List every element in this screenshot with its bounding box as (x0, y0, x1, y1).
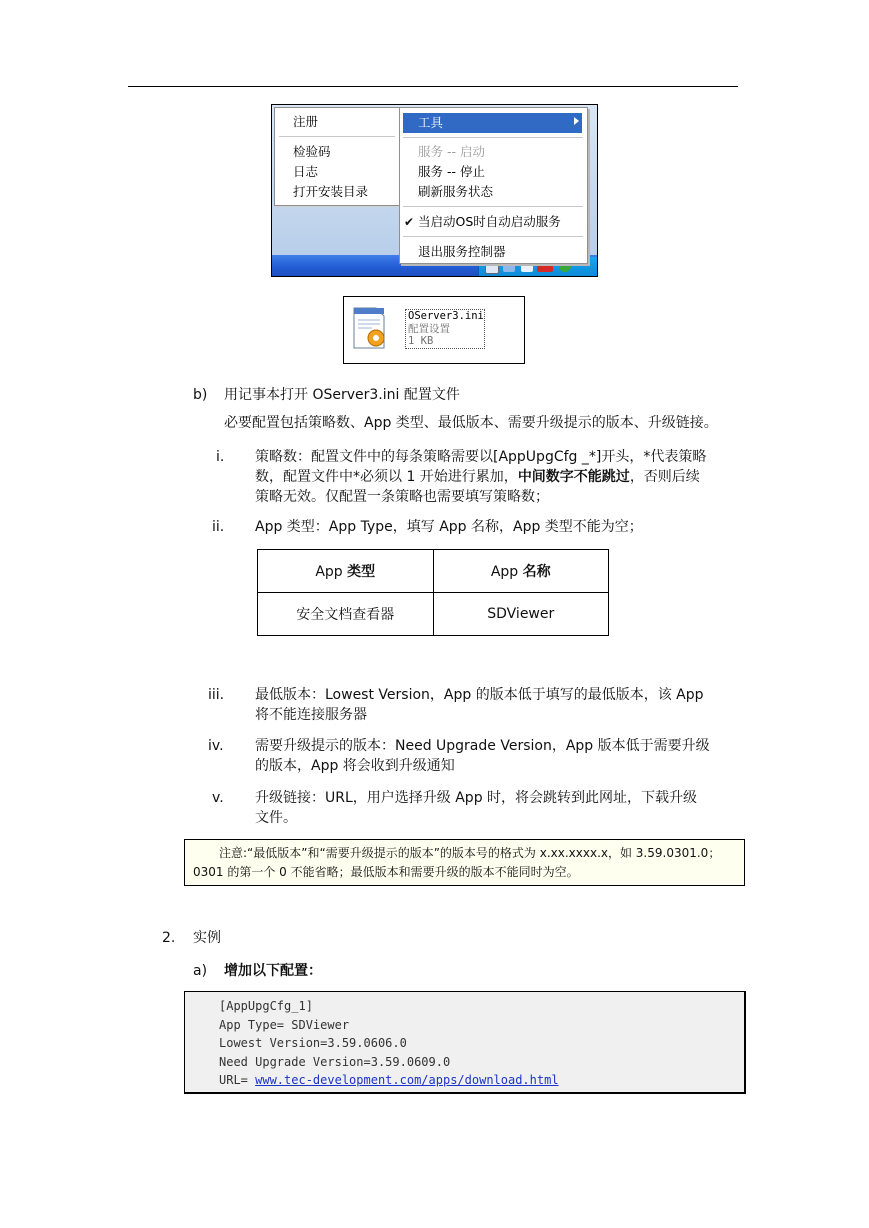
url-prefix: URL= (219, 1073, 256, 1087)
file-name: OServer3.ini (408, 310, 484, 322)
code-line: [AppUpgCfg_1] (219, 999, 313, 1013)
note-box (184, 839, 745, 886)
item-text-line: App 类型：App Type，填写 App 名称，App 类型不能为空； (255, 519, 643, 535)
bold-text-run: 中间数字不能跳过 (517, 469, 630, 485)
table-header-row (258, 550, 609, 593)
menu-item-verify-code[interactable]: 检验码 (293, 144, 331, 159)
menu-item-refresh-status[interactable]: 刷新服务状态 (418, 184, 494, 199)
file-size: 1 KB (408, 335, 434, 347)
item-text-line: 文件。 (255, 810, 297, 826)
list-marker: a) (193, 963, 208, 979)
tools-submenu (399, 107, 588, 264)
code-line (219, 1071, 744, 1090)
menu-item-register[interactable]: 注册 (293, 114, 319, 129)
menu-separator (279, 136, 395, 137)
code-block (184, 991, 746, 1094)
menu-item-service-start[interactable]: 服务 -- 启动 (418, 144, 485, 159)
item-text-line: 最低版本：Lowest Version，App 的版本低于填写的最低版本，该 App (255, 687, 704, 703)
list-marker: b) (193, 387, 208, 403)
item-text-line: 策略无效。仅配置一条策略也需要填写策略数； (255, 489, 549, 505)
code-line: Need Upgrade Version=3.59.0609.0 (219, 1054, 451, 1069)
file-type: 配置设置 (408, 322, 450, 335)
list-marker: iii. (208, 687, 225, 703)
text-run: ，否则后续 (629, 469, 700, 485)
download-link[interactable]: www.tec-development.com/apps/download.html (255, 1073, 559, 1087)
config-file-icon[interactable] (352, 304, 388, 352)
item-text-line: 升级链接：URL，用户选择升级 App 时，将会跳转到此网址，下载升级 (255, 790, 698, 806)
submenu-arrow-icon (574, 117, 579, 125)
file-screenshot (343, 296, 525, 364)
menu-separator (403, 236, 583, 237)
menu-item-exit-controller[interactable]: 退出服务控制器 (418, 244, 506, 259)
section-number: 2. (162, 930, 176, 946)
menu-item-log[interactable]: 日志 (293, 164, 319, 179)
code-line: Lowest Version=3.59.0606.0 (219, 1036, 407, 1050)
section-title: 实例 (193, 930, 221, 946)
header-rule (128, 86, 738, 87)
item-text-line (255, 467, 700, 487)
note-line: 0301 的第一个 0 不能省略；最低版本和需要升级的版本不能同时为空。 (193, 865, 579, 879)
subsection-title: 增加以下配置： (224, 963, 322, 979)
app-table (257, 549, 609, 636)
menu-item-tools[interactable]: 工具 (418, 115, 444, 130)
checkmark-icon: ✔ (404, 215, 415, 229)
list-marker: ii. (212, 519, 225, 535)
item-text-line: 策略数：配置文件中的每条策略需要以[AppUpgCfg _*]开头，*代表策略 (255, 449, 707, 465)
table-header-cell: App 名称 (433, 550, 609, 593)
file-label[interactable] (405, 309, 485, 349)
main-context-menu (274, 107, 401, 206)
menu-item-open-install-dir[interactable]: 打开安装目录 (293, 184, 369, 199)
list-marker: v. (212, 790, 224, 806)
menu-item-autostart[interactable]: 当启动OS时自动启动服务 (418, 214, 561, 229)
table-row (258, 593, 609, 636)
item-text-line: 的版本，App 将会收到升级通知 (255, 758, 455, 774)
menu-separator (403, 137, 583, 138)
list-marker: iv. (208, 738, 224, 754)
context-menu-screenshot (271, 104, 598, 277)
table-cell: 安全文档查看器 (258, 593, 434, 636)
text-run: 数，配置文件中*必须以 1 开始进行累加， (255, 469, 518, 485)
intro-paragraph: 必要配置包括策略数、App 类型、最低版本、需要升级提示的版本、升级链接。 (224, 415, 718, 431)
item-text-line: 将不能连接服务器 (255, 707, 367, 723)
list-marker: i. (216, 449, 225, 465)
menu-separator (403, 206, 583, 207)
menu-item-service-stop[interactable]: 服务 -- 停止 (418, 164, 485, 179)
table-header-cell: App 类型 (258, 550, 434, 593)
table-cell: SDViewer (433, 593, 609, 636)
code-line: App Type= SDViewer (219, 1017, 350, 1032)
item-text-line: 需要升级提示的版本：Need Upgrade Version，App 版本低于需要升级 (255, 738, 710, 754)
note-line: 注意:“最低版本”和“需要升级提示的版本”的版本号的格式为 x.xx.xxxx.x，如 3.59.0301.0； (219, 846, 721, 860)
section-heading: 用记事本打开 OServer3.ini 配置文件 (224, 387, 460, 403)
